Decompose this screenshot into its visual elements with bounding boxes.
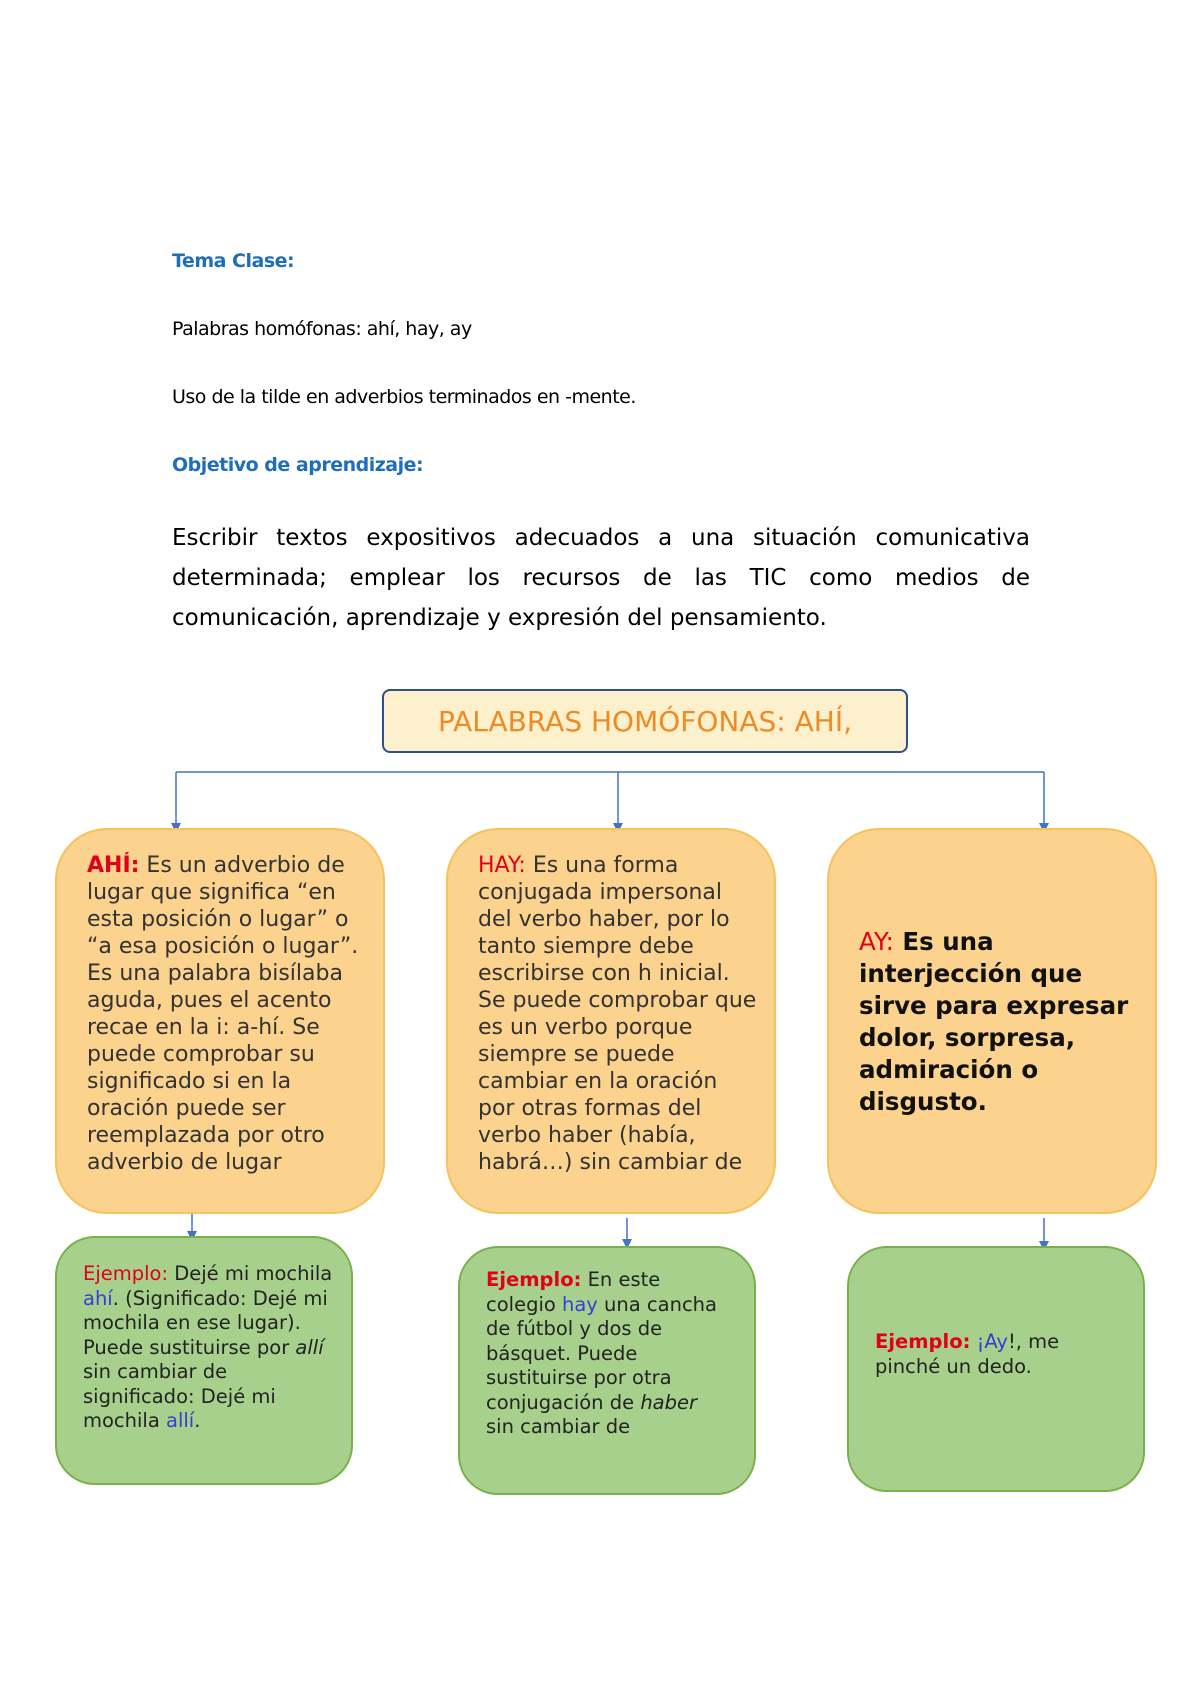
ay-label: AY: [859,927,894,956]
ejemplo-hay-word-hay: hay [562,1292,598,1316]
objetivo-text: Escribir textos expositivos adecuados a una situación comunicativa determinada; emplear los recursos de las TIC como medios de comunicación, aprendizaje y expresión del pensamiento. [172,525,1030,631]
ejemplo-ay-label: Ejemplo: [875,1330,971,1353]
ahi-box [55,828,385,1214]
ejemplo-ay-word-ay: ¡Ay [976,1330,1008,1353]
ejemplo-ahi-word-alli: allí [166,1409,195,1432]
ahi-description [87,852,367,1194]
ejemplo-hay-t2: una cancha de fútbol y dos de básquet. Puede sustituirse por otra conjugación de [486,1292,717,1414]
objetivo-label: Objetivo de aprendizaje: [172,454,424,476]
ejemplo-ahi-t1: Dejé mi mochila [168,1262,333,1285]
ahi-label: AHÍ: [87,853,140,878]
hay-label: HAY: [478,853,526,878]
ejemplo-ahi-t2: . (Significado: Dejé mi mochila en ese lugar). Puede sustituirse por [83,1286,328,1359]
ejemplo-hay-t3: sin cambiar de [486,1415,631,1438]
hay-description [478,852,760,1194]
ejemplo-hay-text [486,1268,726,1480]
ay-box [827,828,1157,1214]
ejemplo-ahi-label: Ejemplo: [83,1262,169,1285]
ejemplo-hay-label: Ejemplo: [486,1268,582,1291]
ejemplo-ay-t1: !, me pinché un dedo. [875,1330,1060,1378]
ahi-text: Es un adverbio de lugar que significa “en esta posición o lugar” o “a esa posición o lugar”. Es una palabra bisílaba aguda, pues el acento recae en la i: a-hí. Se puede comprobar su significado si en la oración puede ser reemplazada por otro adverbio de lugar [87,853,359,1175]
ejemplo-hay-box [458,1246,756,1495]
ay-description [859,926,1149,1118]
ejemplo-ahi-text [83,1262,333,1434]
ejemplo-hay-word-haber: haber [640,1390,698,1414]
ay-text: Es una interjección que sirve para expresar dolor, sorpresa, admiración o disgusto. [859,927,1129,1116]
diagram-title-box [382,689,908,753]
tema-clase-label: Tema Clase: [172,250,295,272]
ejemplo-ahi-word-alli-italic: allí [295,1335,324,1359]
ejemplo-ahi-word-ahi: ahí [83,1286,113,1310]
ejemplo-hay-t1: En este colegio [486,1268,661,1316]
hay-box [446,828,776,1214]
ejemplo-ahi-box [55,1236,353,1485]
diagram-title: PALABRAS HOMÓFONAS: AHÍ, [437,704,852,738]
hay-text: Es una forma conjugada impersonal del verbo haber, por lo tanto siempre debe escribirse con h inicial. Se puede comprobar que es un verbo porque siempre se puede cambiar en la oración por otras formas del verbo haber (había, habrá…) sin cambiar de [478,853,757,1175]
topic-tilde-mente: Uso de la tilde en adverbios terminados en -mente. [172,386,636,408]
topic-homofonas: Palabras homófonas: ahí, hay, ay [172,318,472,340]
ejemplo-ay-box [847,1246,1145,1492]
ejemplo-ahi-t4: . [194,1409,201,1432]
ejemplo-ay-text [875,1330,1105,1379]
ejemplo-ahi-t3: sin cambiar de significado: Dejé mi mochila [83,1360,276,1432]
